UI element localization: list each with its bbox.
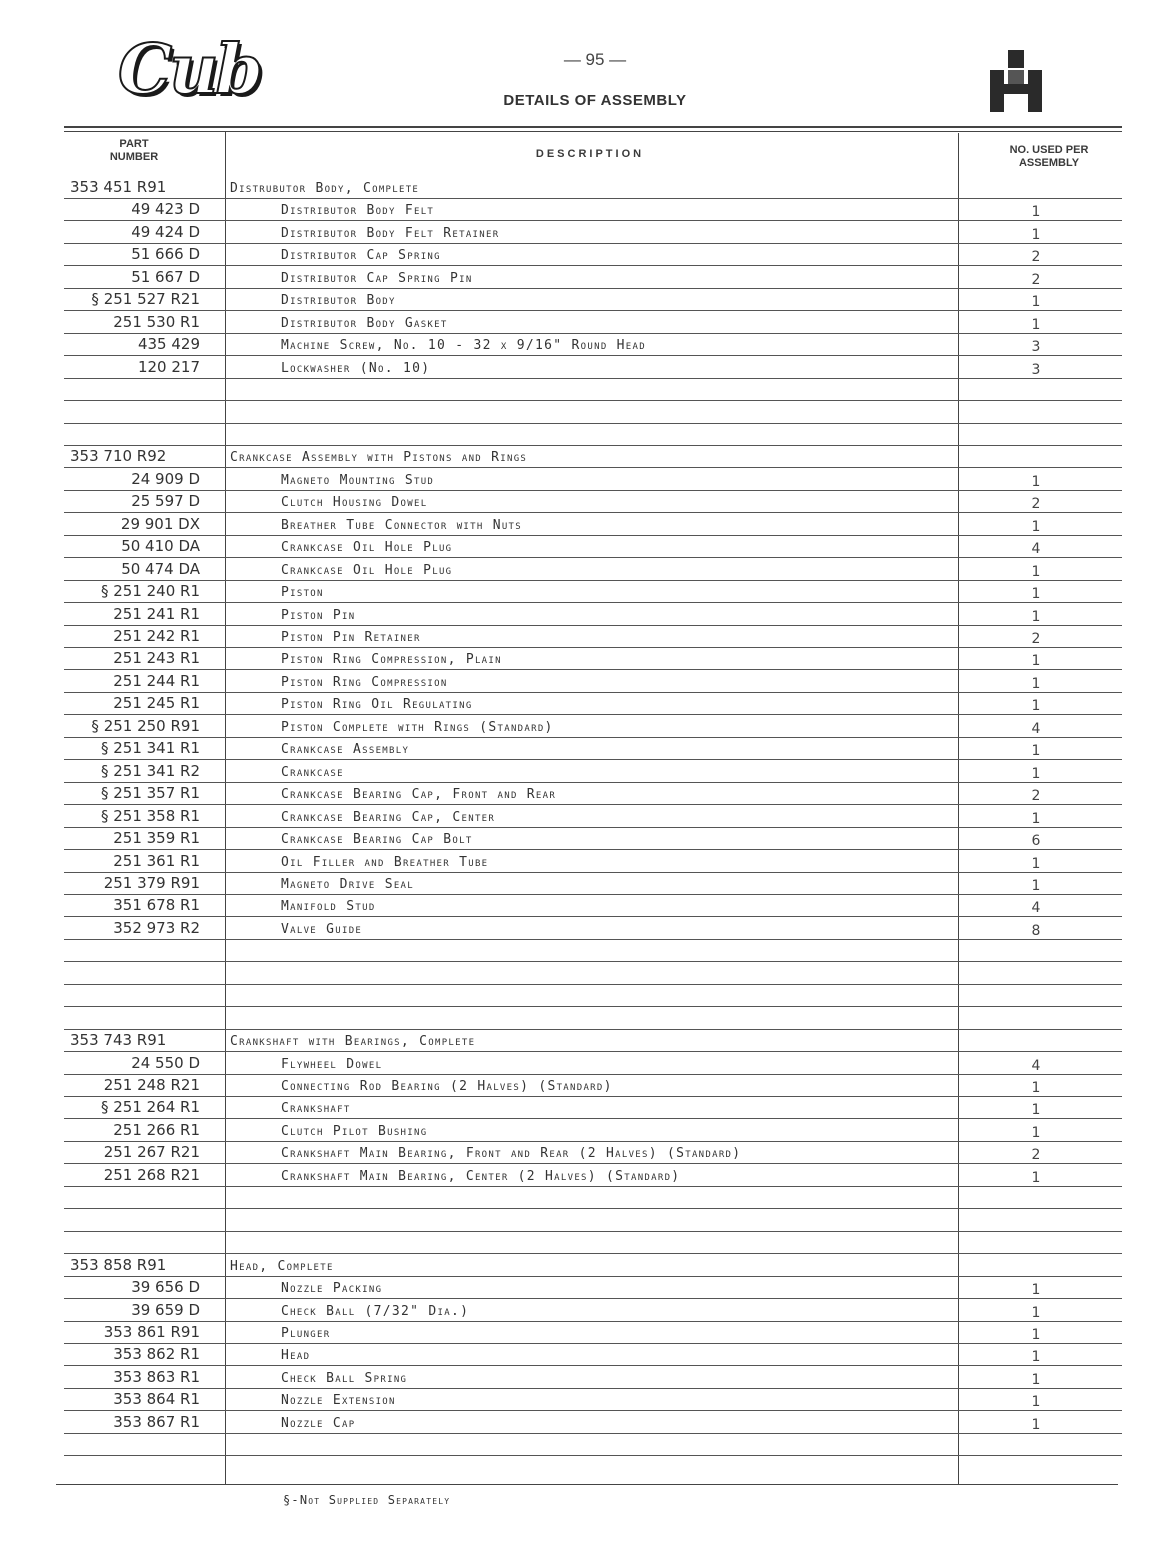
table-row: [0, 692, 1150, 715]
part-number: 351 678 R1: [113, 896, 200, 914]
part-number: § 251 240 R1: [100, 582, 200, 600]
part-description: Nozzle Extension: [281, 1393, 396, 1408]
table-row: [0, 1343, 1150, 1366]
part-number: 120 217: [137, 358, 200, 376]
table-row: [0, 1433, 1150, 1456]
table-row: [0, 1209, 1150, 1232]
part-number: 251 361 R1: [113, 852, 200, 870]
table-row: [0, 468, 1150, 491]
part-description: Magneto Drive Seal: [281, 877, 414, 892]
table-row: [0, 378, 1150, 401]
part-description: Crankcase Assembly with Pistons and Rings: [230, 450, 528, 465]
part-description: Distributor Cap Spring: [281, 248, 441, 263]
part-number: § 251 264 R1: [100, 1098, 200, 1116]
quantity: 1: [1031, 586, 1041, 602]
part-number: 353 743 R91: [70, 1031, 167, 1049]
quantity: 1: [1031, 1080, 1041, 1096]
table-row: [0, 490, 1150, 513]
table-row: [0, 1231, 1150, 1254]
part-description: Distrubutor Body, Complete: [230, 181, 420, 196]
table-row: [0, 715, 1150, 738]
table-row: [0, 423, 1150, 446]
table-row: [0, 1029, 1150, 1052]
part-number: 24 909 D: [131, 470, 200, 488]
part-description: Crankshaft Main Bearing, Center (2 Halves) (Standard): [281, 1169, 681, 1184]
part-number: 251 248 R21: [103, 1076, 200, 1094]
part-number: 353 864 R1: [113, 1390, 200, 1408]
part-number: 352 973 R2: [113, 919, 200, 937]
table-row: [0, 1321, 1150, 1344]
part-number: 251 245 R1: [113, 694, 200, 712]
part-number: 251 266 R1: [113, 1121, 200, 1139]
part-number: § 251 527 R21: [91, 290, 200, 308]
table-row: [0, 760, 1150, 783]
part-description: Machine Screw, No. 10 - 32 x 9/16" Round Head: [281, 338, 646, 353]
quantity: 2: [1031, 249, 1041, 265]
table-row: [0, 1388, 1150, 1411]
table-row: [0, 850, 1150, 873]
part-description: Flywheel Dowel: [281, 1057, 383, 1072]
part-number: § 251 357 R1: [100, 784, 200, 802]
table-row: [0, 1074, 1150, 1097]
table-row: [0, 1299, 1150, 1322]
part-description: Manifold Stud: [281, 899, 376, 914]
part-number: § 251 358 R1: [100, 807, 200, 825]
quantity: 1: [1031, 564, 1041, 580]
part-description: Head: [281, 1348, 311, 1363]
ih-logo-icon: [988, 48, 1044, 114]
part-number: 353 858 R91: [70, 1256, 167, 1274]
part-number: 251 379 R91: [103, 874, 200, 892]
table-row: [0, 782, 1150, 805]
part-description: Clutch Pilot Bushing: [281, 1124, 428, 1139]
quantity: 1: [1031, 766, 1041, 782]
part-description: Crankcase Bearing Cap Bolt: [281, 832, 473, 847]
quantity: 1: [1031, 1102, 1041, 1118]
part-number: 24 550 D: [131, 1054, 200, 1072]
part-number: 251 359 R1: [113, 829, 200, 847]
part-description: Crankcase: [281, 765, 344, 780]
part-description: Crankcase Bearing Cap, Center: [281, 810, 496, 825]
part-number: 251 243 R1: [113, 649, 200, 667]
quantity: 1: [1031, 1417, 1041, 1433]
table-row: [0, 805, 1150, 828]
table-row: [0, 984, 1150, 1007]
quantity: 1: [1031, 317, 1041, 333]
table-bottom-rule: [56, 1484, 1118, 1485]
quantity: 1: [1031, 1305, 1041, 1321]
description-header: DESCRIPTION: [535, 148, 645, 160]
quantity: 4: [1031, 900, 1041, 916]
part-number: § 251 341 R2: [100, 762, 200, 780]
part-description: Piston Ring Compression, Plain: [281, 652, 502, 667]
part-number: 251 244 R1: [113, 672, 200, 690]
part-description: Nozzle Cap: [281, 1416, 356, 1431]
page-number: — 95 —: [563, 50, 627, 69]
table-row: [0, 1052, 1150, 1075]
part-number: 50 474 DA: [121, 560, 200, 578]
part-number: 251 242 R1: [113, 627, 200, 645]
part-description: Distributor Cap Spring Pin: [281, 271, 473, 286]
table-row: [0, 356, 1150, 379]
part-description: Plunger: [281, 1326, 331, 1341]
table-row: [0, 266, 1150, 289]
part-number: 251 267 R21: [103, 1143, 200, 1161]
quantity: 6: [1031, 833, 1041, 849]
part-description: Crankshaft with Bearings, Complete: [230, 1034, 476, 1049]
part-number: 251 241 R1: [113, 605, 200, 623]
quantity: 8: [1031, 923, 1041, 939]
quantity: 1: [1031, 609, 1041, 625]
table-row: [0, 1141, 1150, 1164]
table-row: [0, 1096, 1150, 1119]
part-description: Check Ball Spring: [281, 1371, 408, 1386]
part-description: Distributor Body Felt: [281, 203, 435, 218]
part-number: 51 667 D: [131, 268, 200, 286]
part-description: Lockwasher (No. 10): [281, 361, 431, 376]
part-number-header: PART NUMBER: [109, 138, 159, 163]
table-row: [0, 558, 1150, 581]
part-number: 353 862 R1: [113, 1345, 200, 1363]
quantity: 2: [1031, 631, 1041, 647]
table-row: [0, 221, 1150, 244]
part-number: 353 863 R1: [113, 1368, 200, 1386]
part-number: 353 451 R91: [70, 178, 167, 196]
table-row: [0, 1254, 1150, 1277]
part-description: Nozzle Packing: [281, 1281, 383, 1296]
table-row: [0, 580, 1150, 603]
part-number: 29 901 DX: [120, 515, 200, 533]
quantity: 1: [1031, 811, 1041, 827]
part-number: 251 530 R1: [113, 313, 200, 331]
part-description: Distributor Body Felt Retainer: [281, 226, 500, 241]
table-row: [0, 445, 1150, 468]
table-row: [0, 288, 1150, 311]
table-row: [0, 625, 1150, 648]
quantity: 1: [1031, 204, 1041, 220]
quantity: 1: [1031, 743, 1041, 759]
part-description: Piston Pin: [281, 608, 356, 623]
part-number: 251 268 R21: [103, 1166, 200, 1184]
part-description: Clutch Housing Dowel: [281, 495, 428, 510]
table-row: [0, 243, 1150, 266]
part-number: 25 597 D: [131, 492, 200, 510]
table-row: [0, 1164, 1150, 1187]
table-row: [0, 603, 1150, 626]
part-description: Piston Ring Oil Regulating: [281, 697, 473, 712]
quantity: 1: [1031, 474, 1041, 490]
quantity: 1: [1031, 878, 1041, 894]
part-description: Piston Pin Retainer: [281, 630, 421, 645]
part-number: 39 659 D: [131, 1301, 200, 1319]
part-description: Crankshaft Main Bearing, Front and Rear (2 Halves) (Standard): [281, 1146, 742, 1161]
quantity: 3: [1031, 339, 1041, 355]
part-description: Crankcase Assembly: [281, 742, 410, 757]
table-row: [0, 513, 1150, 536]
part-description: Check Ball (7/32" Dia.): [281, 1304, 470, 1319]
part-description: Piston Complete with Rings (Standard): [281, 720, 554, 735]
quantity: 1: [1031, 227, 1041, 243]
table-row: [0, 737, 1150, 760]
part-description: Distributor Body Gasket: [281, 316, 448, 331]
part-description: Distributor Body: [281, 293, 396, 308]
part-number: 39 656 D: [131, 1278, 200, 1296]
quantity: 4: [1031, 721, 1041, 737]
cub-logo: Cub: [118, 30, 261, 110]
part-description: Crankcase Oil Hole Plug: [281, 540, 453, 555]
table-row: [0, 894, 1150, 917]
table-row: [0, 198, 1150, 221]
part-number: 353 867 R1: [113, 1413, 200, 1431]
quantity: 1: [1031, 1282, 1041, 1298]
table-row: [0, 939, 1150, 962]
part-description: Head, Complete: [230, 1259, 334, 1274]
table-row: [0, 1119, 1150, 1142]
quantity: 2: [1031, 496, 1041, 512]
table-row: [0, 1366, 1150, 1389]
quantity: 1: [1031, 1394, 1041, 1410]
table-row: [0, 917, 1150, 940]
quantity: 1: [1031, 1125, 1041, 1141]
table-row: [0, 176, 1150, 199]
table-row: [0, 311, 1150, 334]
quantity: 1: [1031, 698, 1041, 714]
part-number: 51 666 D: [131, 245, 200, 263]
part-description: Oil Filler and Breather Tube: [281, 855, 489, 870]
part-number: 353 710 R92: [70, 447, 167, 465]
table-row: [0, 333, 1150, 356]
table-row: [0, 1276, 1150, 1299]
footnote: §-Not Supplied Separately: [283, 1493, 451, 1507]
header-top-rule: [64, 126, 1122, 128]
table-row: [0, 670, 1150, 693]
part-description: Connecting Rod Bearing (2 Halves) (Standard): [281, 1079, 613, 1094]
table-row: [0, 1411, 1150, 1434]
part-description: Breather Tube Connector with Nuts: [281, 518, 522, 533]
header-top-rule-2: [64, 131, 1122, 132]
table-row: [0, 647, 1150, 670]
quantity: 1: [1031, 1372, 1041, 1388]
quantity: 2: [1031, 272, 1041, 288]
part-description: Valve Guide: [281, 922, 363, 937]
table-row: [0, 535, 1150, 558]
table-row: [0, 1007, 1150, 1030]
table-row: [0, 1186, 1150, 1209]
part-description: Crankshaft: [281, 1101, 351, 1116]
part-number: § 251 341 R1: [100, 739, 200, 757]
quantity: 1: [1031, 856, 1041, 872]
page-title: DETAILS OF ASSEMBLY: [503, 92, 687, 109]
part-number: 435 429: [137, 335, 200, 353]
part-number: § 251 250 R91: [91, 717, 200, 735]
quantity: 4: [1031, 541, 1041, 557]
part-number: 49 424 D: [131, 223, 200, 241]
part-description: Crankcase Bearing Cap, Front and Rear: [281, 787, 557, 802]
quantity: 2: [1031, 788, 1041, 804]
qty-header: NO. USED PER ASSEMBLY: [1009, 144, 1089, 169]
table-row: [0, 401, 1150, 424]
quantity: 1: [1031, 294, 1041, 310]
part-number: 49 423 D: [131, 200, 200, 218]
quantity: 1: [1031, 676, 1041, 692]
part-description: Piston: [281, 585, 324, 600]
quantity: 3: [1031, 362, 1041, 378]
table-row: [0, 962, 1150, 985]
quantity: 1: [1031, 519, 1041, 535]
table-row: [0, 872, 1150, 895]
quantity: 1: [1031, 1170, 1041, 1186]
part-number: 50 410 DA: [121, 537, 200, 555]
part-description: Magneto Mounting Stud: [281, 473, 435, 488]
part-description: Crankcase Oil Hole Plug: [281, 563, 453, 578]
part-description: Piston Ring Compression: [281, 675, 448, 690]
part-number: 353 861 R91: [103, 1323, 200, 1341]
table-row: [0, 827, 1150, 850]
quantity: 1: [1031, 1349, 1041, 1365]
quantity: 1: [1031, 653, 1041, 669]
quantity: 2: [1031, 1147, 1041, 1163]
quantity: 1: [1031, 1327, 1041, 1343]
quantity: 4: [1031, 1058, 1041, 1074]
